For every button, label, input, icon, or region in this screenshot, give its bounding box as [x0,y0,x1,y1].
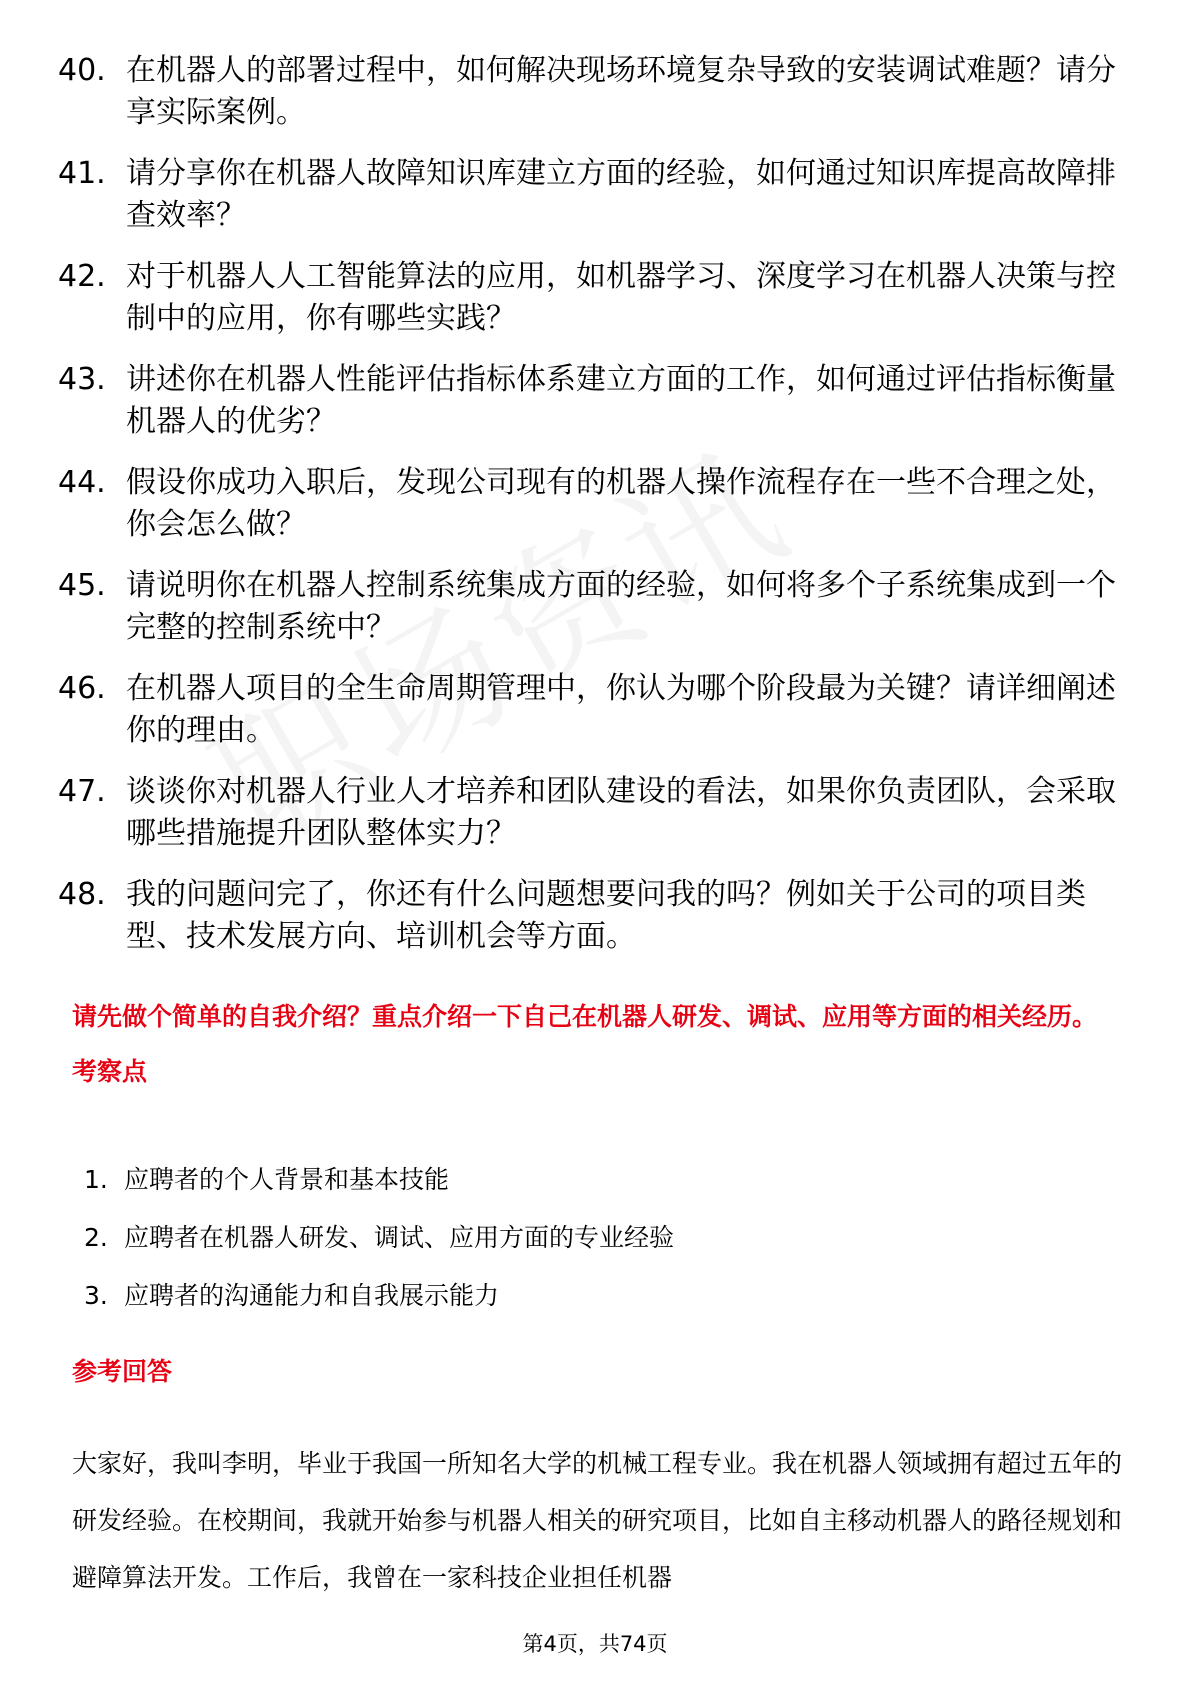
question-text: 请说明你在机器人控制系统集成方面的经验，如何将多个子系统集成到一个完整的控制系统中？ [126,568,1116,645]
section-title-points: 考察点 [72,1057,148,1086]
question-text: 假设你成功入职后，发现公司现有的机器人操作流程存在一些不合理之处，你会怎么做？ [126,465,1116,542]
question-number: 40. [58,53,106,88]
point-item [84,1220,674,1256]
question-text: 谈谈你对机器人行业人才培养和团队建设的看法，如果你负责团队，会采取哪些措施提升团队整体实力？ [126,774,1116,851]
page-footer: 第4页，共74页 [522,1632,668,1656]
point-number: 1. [84,1165,108,1194]
question-number: 41. [58,156,106,191]
question-number: 45. [58,568,106,603]
question-text: 对于机器人人工智能算法的应用，如机器学习、深度学习在机器人决策与控制中的应用，你有哪些实践？ [126,259,1116,336]
question-item [58,874,1118,958]
question-list [58,50,1118,977]
question-item [58,462,1118,546]
point-text: 应聘者的个人背景和基本技能 [124,1165,450,1194]
answer-paragraph: 大家好，我叫李明，毕业于我国一所知名大学的机械工程专业。我在机器人领域拥有超过五年的研发经验。在校期间，我就开始参与机器人相关的研究项目，比如自主移动机器人的路径规划和避障算法开发。工作后，我曾在一家科技企业担任机器 [72,1449,1123,1592]
highlighted-question: 请先做个简单的自我介绍？重点介绍一下自己在机器人研发、调试、应用等方面的相关经历。 [72,1002,1098,1031]
section-title-answer: 参考回答 [72,1357,173,1386]
question-number: 48. [58,877,106,912]
question-text: 讲述你在机器人性能评估指标体系建立方面的工作，如何通过评估指标衡量机器人的优劣？ [126,362,1116,439]
question-item [58,565,1118,649]
points-list [84,1162,674,1336]
question-number: 44. [58,465,106,500]
question-item [58,153,1118,237]
question-text: 在机器人的部署过程中，如何解决现场环境复杂导致的安装调试难题？请分享实际案例。 [126,53,1116,130]
point-number: 2. [84,1223,108,1252]
question-item [58,50,1118,134]
point-text: 应聘者的沟通能力和自我展示能力 [124,1281,500,1310]
question-number: 47. [58,774,106,809]
point-number: 3. [84,1281,108,1310]
question-item [58,256,1118,340]
question-number: 46. [58,671,106,706]
question-text: 请分享你在机器人故障知识库建立方面的经验，如何通过知识库提高故障排查效率？ [126,156,1116,233]
question-text: 在机器人项目的全生命周期管理中，你认为哪个阶段最为关键？请详细阐述你的理由。 [126,671,1116,748]
point-item [84,1278,674,1314]
point-text: 应聘者在机器人研发、调试、应用方面的专业经验 [124,1223,675,1252]
question-number: 43. [58,362,106,397]
question-item [58,771,1118,855]
question-item [58,359,1118,443]
question-number: 42. [58,259,106,294]
point-item [84,1162,674,1198]
question-item [58,668,1118,752]
question-text: 我的问题问完了，你还有什么问题想要问我的吗？例如关于公司的项目类型、技术发展方向、培训机会等方面。 [126,877,1086,954]
